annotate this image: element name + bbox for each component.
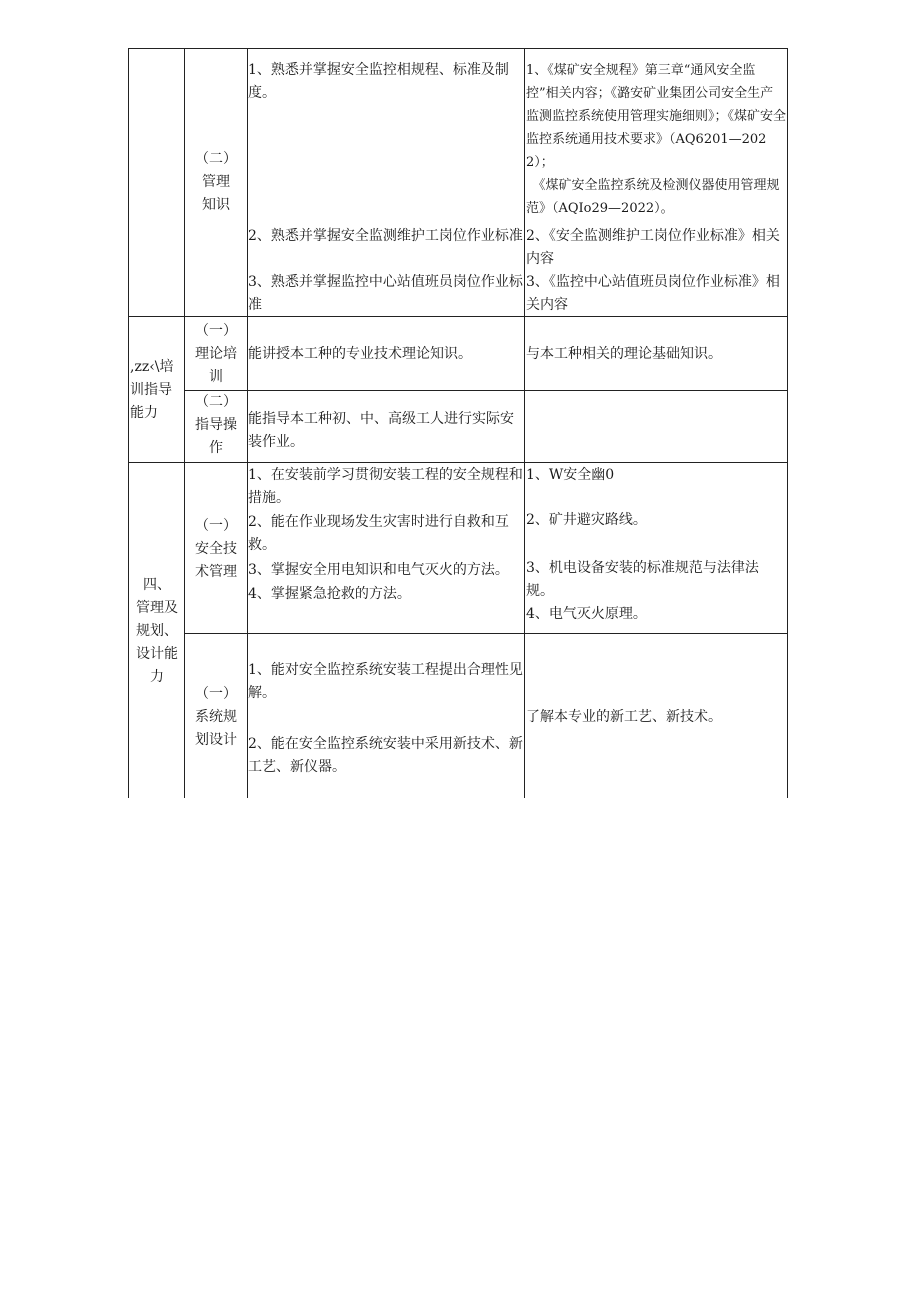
category-label: ,zz‹\培 训指导 能力 [130,359,174,421]
skill-requirement-item: 2、熟悉并掌握安全监测维护工岗位作业标准 [248,228,523,244]
skill-requirement-item: 3、熟悉并掌握监控中心站值班员岗位作业标准 [248,274,523,313]
sub-category-label: （二） 指导操 作 [195,394,237,456]
related-knowledge-item: 了解本专业的新工艺、新技术。 [526,709,722,725]
table-border-left [128,48,129,798]
skill-requirement-item: 3、掌握安全用电知识和电气灭火的方法。 [248,562,509,578]
skill-requirement-item: 1、能对安全监控系统安装工程提出合理性见解。 [248,662,523,701]
table-row-divider [184,390,788,391]
sub-category-label: （一） 理论培 训 [195,323,237,385]
skill-requirement-item: 能指导本工种初、中、高级工人进行实际安装作业。 [248,411,514,450]
related-knowledge-item: 3、《监控中心站值班员岗位作业标准》相关内容 [526,274,780,313]
skill-requirement-item: 2、能在作业现场发生灾害时进行自救和互救。 [248,514,509,553]
skill-requirement-item: 1、在安装前学习贯彻安装工程的安全规程和措施。 [248,467,523,506]
related-knowledge-item: 4、电气灭火原理。 [526,606,647,622]
related-knowledge-item: 2、《安全监测维护工岗位作业标准》相关内容 [526,228,780,267]
related-knowledge-item: 2、矿井避灾路线。 [526,512,647,528]
sub-category-label: （一） 安全技 术管理 [195,518,237,580]
table-border-right [787,48,788,798]
skill-requirement-item: 1、熟悉并掌握安全监控相规程、标准及制度。 [248,62,509,101]
table-column-divider [524,48,525,798]
skill-requirement-item: 4、掌握紧急抢救的方法。 [248,586,411,602]
related-knowledge-item: 1、《煤矿安全规程》第三章“通风安全监控”相关内容；《潞安矿业集团公司安全生产监测监控系统使用管理实施细则》；《煤矿安全监控系统通用技术要求》（AQ6201—2022）； 《煤矿安全监控系统及检测仪器使用管理规范》（AQIo29—2022）。 [526,63,787,216]
table-border-top [128,48,788,49]
skill-requirement-item: 2、能在安全监控系统安装中采用新技术、新工艺、新仪器。 [248,736,523,775]
table-column-divider [184,48,185,798]
sub-category-label: （二） 管理 知识 [195,151,237,213]
skill-requirement-item: 能讲授本工种的专业技术理论知识。 [248,346,472,362]
related-knowledge-item: 与本工种相关的理论基础知识。 [526,346,722,362]
related-knowledge-item: 1、W安全幽0 [526,467,615,483]
table-row-divider [184,633,788,634]
table-row-divider [128,462,788,463]
category-label: 四、 管理及 规划、 设计能 力 [136,577,178,685]
sub-category-label: （一） 系统规 划设计 [195,686,237,748]
related-knowledge-item: 3、机电设备安装的标准规范与法律法规。 [526,560,759,599]
